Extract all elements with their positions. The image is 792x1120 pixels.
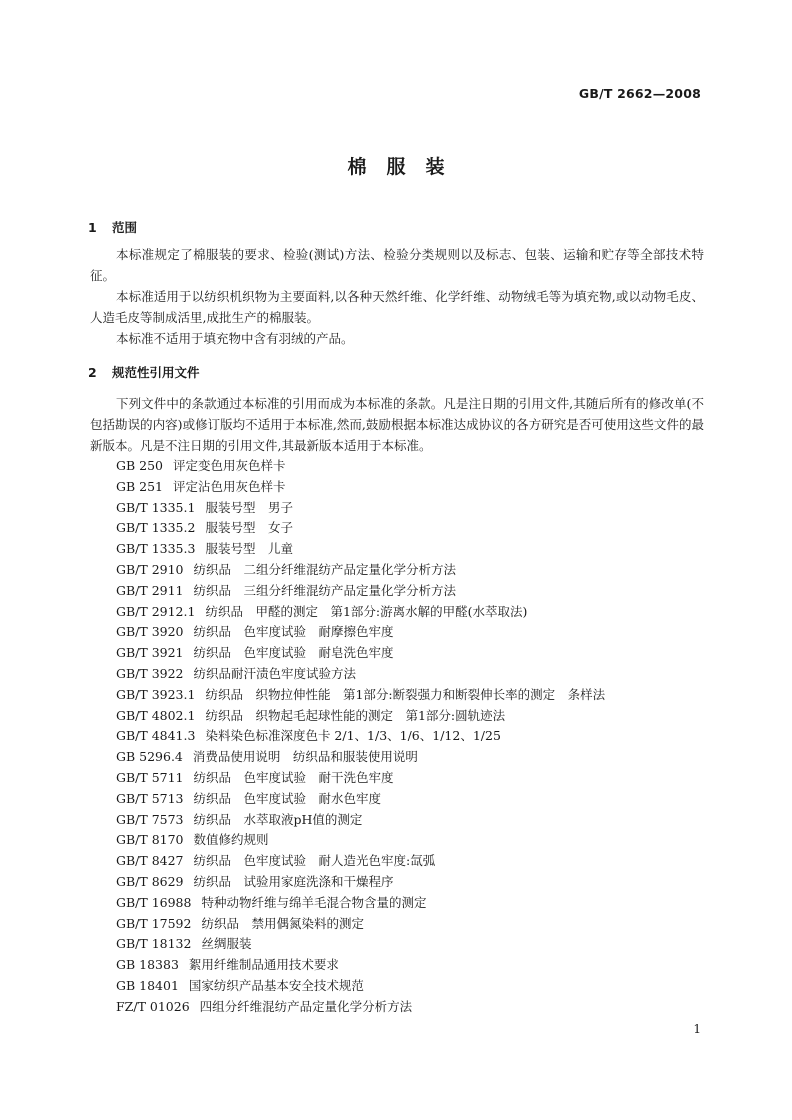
reference-item: [116, 664, 605, 685]
reference-item: [116, 830, 605, 851]
reference-item: [116, 726, 605, 747]
reference-item: [116, 768, 605, 789]
reference-title: 絮用纤维制品通用技术要求: [188, 957, 339, 973]
reference-code: GB/T 2912.1: [116, 603, 196, 619]
section-1-paragraph: 本标准不适用于填充物中含有羽绒的产品。: [116, 331, 354, 346]
reference-title: 四组分纤维混纺产品定量化学分析方法: [199, 998, 413, 1014]
reference-code: GB/T 1335.3: [116, 541, 196, 557]
reference-item: [116, 518, 605, 539]
reference-title: 纺织品 二组分纤维混纺产品定量化学分析方法: [193, 561, 457, 577]
reference-item: [116, 643, 605, 664]
reference-item: [116, 934, 605, 955]
reference-title: 纺织品 色牢度试验 耐皂洗色牢度: [193, 645, 394, 661]
reference-code: GB/T 4841.3: [116, 728, 196, 744]
reference-code: GB/T 2910: [116, 561, 184, 577]
reference-item: [116, 539, 605, 560]
standard-code: GB/T 2662—2008: [578, 86, 701, 101]
reference-item: [116, 810, 605, 831]
reference-title: 纺织品 甲醛的测定 第1部分:游离水解的甲醛(水萃取法): [205, 603, 528, 619]
reference-code: GB 18401: [116, 977, 179, 993]
reference-code: GB/T 5713: [116, 790, 184, 806]
reference-item: [116, 706, 605, 727]
reference-code: GB/T 3923.1: [116, 686, 196, 702]
reference-item: [116, 851, 605, 872]
reference-code: GB/T 17592: [116, 915, 192, 931]
reference-title: 纺织品 水萃取液pH值的测定: [193, 811, 363, 827]
reference-code: GB/T 1335.1: [116, 499, 196, 515]
reference-title: 服装号型 男子: [205, 499, 293, 515]
reference-code: GB/T 18132: [116, 936, 192, 952]
reference-code: FZ/T 01026: [116, 998, 190, 1014]
reference-title: 国家纺织产品基本安全技术规范: [188, 977, 364, 993]
reference-title: 纺织品 织物起毛起球性能的测定 第1部分:圆轨迹法: [205, 707, 506, 723]
document-title: 棉服装: [347, 156, 465, 178]
reference-item: [116, 602, 605, 623]
section-2-title: 规范性引用文件: [112, 365, 200, 380]
section-1-paragraph: 本标准规定了棉服装的要求、检验(测试)方法、检验分类规则以及标志、包装、运输和贮存等全部技术特征。: [90, 247, 704, 283]
section-1-heading: [88, 218, 137, 236]
reference-item: [116, 685, 605, 706]
reference-item: [116, 477, 605, 498]
section-2-number: 2: [88, 365, 97, 380]
reference-title: 纺织品 试验用家庭洗涤和干燥程序: [193, 873, 394, 889]
reference-code: GB/T 5711: [116, 769, 184, 785]
reference-item: [116, 622, 605, 643]
reference-code: GB/T 16988: [116, 894, 192, 910]
reference-title: 纺织品 色牢度试验 耐人造光色牢度:氙弧: [193, 853, 436, 869]
reference-item: [116, 893, 605, 914]
section-1-number: 1: [88, 220, 97, 235]
reference-title: 纺织品 色牢度试验 耐摩擦色牢度: [193, 624, 394, 640]
reference-item: [116, 976, 605, 997]
section-1-paragraph: 本标准适用于以纺织机织物为主要面料,以各种天然纤维、化学纤维、动物绒毛等为填充物,或以动物毛皮、人造毛皮等制成活里,成批生产的棉服装。: [90, 289, 704, 325]
reference-code: GB/T 2911: [116, 582, 184, 598]
reference-item: [116, 997, 605, 1018]
reference-item: [116, 498, 605, 519]
reference-code: GB/T 7573: [116, 811, 184, 827]
reference-code: GB/T 3920: [116, 624, 184, 640]
reference-item: [116, 872, 605, 893]
reference-title: 丝绸服装: [201, 936, 252, 952]
reference-title: 染料染色标准深度色卡 2/1、1/3、1/6、1/12、1/25: [205, 728, 501, 744]
reference-title: 服装号型 儿童: [205, 541, 293, 557]
reference-title: 评定变色用灰色样卡: [173, 458, 286, 473]
reference-title: 特种动物纤维与绵羊毛混合物含量的测定: [201, 894, 427, 910]
reference-code: GB/T 8629: [116, 873, 184, 889]
reference-code: GB/T 3922: [116, 665, 184, 681]
reference-item: [116, 914, 605, 935]
reference-title: 纺织品 色牢度试验 耐水色牢度: [193, 790, 382, 806]
reference-code: GB/T 1335.2: [116, 520, 196, 536]
section-2-heading: [88, 363, 200, 381]
reference-code: GB/T 3921: [116, 645, 184, 661]
reference-title: 纺织品 禁用偶氮染料的测定: [201, 915, 364, 931]
reference-title: 服装号型 女子: [205, 520, 293, 536]
reference-code: GB/T 4802.1: [116, 707, 196, 723]
reference-item: [116, 789, 605, 810]
reference-item: [116, 955, 605, 976]
reference-title: 评定沾色用灰色样卡: [173, 478, 286, 494]
reference-code: GB 18383: [116, 957, 179, 973]
reference-item: [116, 581, 605, 602]
reference-item: [116, 456, 605, 477]
reference-title: 消费品使用说明 纺织品和服装使用说明: [192, 749, 418, 765]
reference-code: GB 5296.4: [116, 749, 183, 765]
reference-item: [116, 747, 605, 768]
reference-title: 数值修约规则: [193, 832, 269, 848]
reference-title: 纺织品耐汗渍色牢度试验方法: [193, 665, 357, 681]
page-number: 1: [693, 1022, 701, 1036]
section-2-intro: 下列文件中的条款通过本标准的引用而成为本标准的条款。凡是注日期的引用文件,其随后所有的修改单(不包括勘误的内容)或修订版均不适用于本标准,然而,鼓励根据本标准达成协议的各方研究是否可使用这些文件的最新版本。凡是不注日期的引用文件,其最新版本适用于本标准。: [90, 396, 704, 453]
reference-code: GB 251: [116, 478, 164, 494]
reference-code: GB/T 8170: [116, 832, 184, 848]
reference-code: GB 250: [116, 458, 164, 473]
reference-item: [116, 560, 605, 581]
reference-title: 纺织品 三组分纤维混纺产品定量化学分析方法: [193, 582, 457, 598]
reference-list: [116, 456, 605, 1018]
reference-code: GB/T 8427: [116, 853, 184, 869]
section-1-title: 范围: [112, 220, 138, 235]
reference-title: 纺织品 色牢度试验 耐干洗色牢度: [193, 769, 394, 785]
reference-title: 纺织品 织物拉伸性能 第1部分:断裂强力和断裂伸长率的测定 条样法: [205, 686, 606, 702]
